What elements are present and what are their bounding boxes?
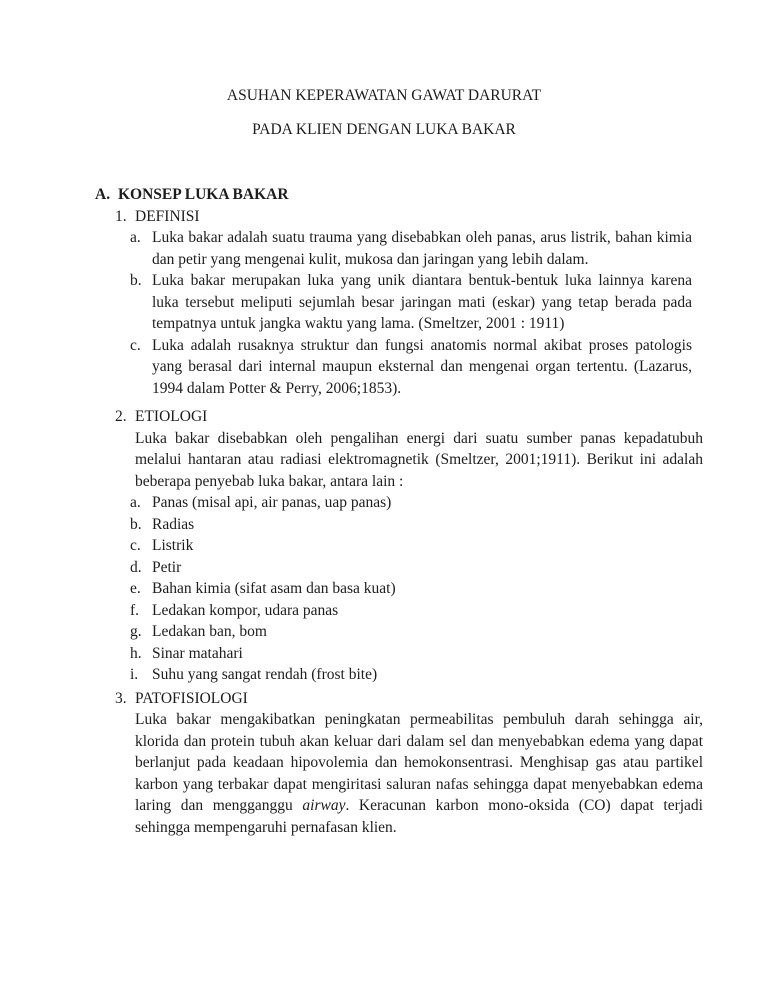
- item-text: Listrik: [152, 537, 194, 554]
- etiology-item: [95, 578, 692, 600]
- doc-title: ASUHAN KEPERAWATAN GAWAT DARURAT: [226, 87, 542, 104]
- subsection-patofisiologi-heading-row: [95, 688, 703, 710]
- subsection-patofisiologi-heading: PATOFISIOLOGI: [135, 689, 248, 707]
- item-marker: g.: [130, 623, 142, 640]
- item-marker: e.: [130, 580, 141, 597]
- item-marker: d.: [130, 558, 142, 576]
- item-marker: h.: [130, 644, 142, 662]
- etiology-item: [95, 664, 692, 686]
- section-a-heading-row: [95, 184, 703, 206]
- item-marker: b.: [130, 515, 142, 533]
- etiology-item: [95, 492, 692, 514]
- etiology-item: [95, 557, 692, 579]
- item-marker: c.: [130, 537, 141, 554]
- item-text: Luka adalah rusaknya struktur dan fungsi anatomis normal akibat proses patologis yang berasal dari internal maupun eksternal dan mengenai organ tertentu. (Lazarus, 1994 dalam Potter & Perry, 2006;1853).: [152, 336, 692, 397]
- pathophysiology-paragraph: [135, 709, 703, 838]
- item-marker: b.: [130, 272, 142, 289]
- document-header: [0, 85, 768, 140]
- subsection-etiologi-heading: ETIOLOGI: [135, 408, 208, 425]
- etiology-item: [95, 514, 692, 536]
- item-text: Ledakan ban, bom: [152, 623, 267, 640]
- etiology-item: [95, 535, 692, 557]
- item-text: Sinar matahari: [152, 644, 243, 662]
- etiology-item: [95, 643, 692, 665]
- subsection-definisi-heading-row: [95, 206, 703, 228]
- etiology-item: [95, 600, 692, 622]
- paragraph-text-before: Luka bakar mengakibatkan peningkatan permeabilitas pembuluh darah sehingga air, klorida dan protein tubuh akan keluar dari dalam sel dan menyebabkan edema yang dapat berlanjut pada keadaan hipovolemia dan hemokonsentrasi. Menghisap gas atau partikel karbon yang terbakar dapat mengiritasi saluran nafas sehingga dapat menyebabkan edema laring dan mengganggu: [135, 711, 703, 814]
- subsection-etiologi: [95, 406, 703, 686]
- subsection-etiologi-heading-row: [95, 406, 703, 428]
- subsection-definisi-marker: 1.: [115, 207, 127, 225]
- section-a-heading: KONSEP LUKA BAKAR: [118, 186, 289, 203]
- definition-item: [95, 270, 692, 335]
- etiology-intro: Luka bakar disebabkan oleh pengalihan energi dari suatu sumber panas kepadatubuh melalui hantaran atau radiasi elektromagnetik (Smeltzer, 2001;1911). Berikut ini adalah beberapa penyebab luka bakar, antara lain :: [135, 429, 703, 490]
- document-body: [95, 184, 703, 838]
- item-marker: i.: [130, 666, 139, 683]
- item-text: Suhu yang sangat rendah (frost bite): [152, 666, 378, 683]
- item-marker: f.: [130, 601, 140, 619]
- italic-term: airway: [302, 797, 346, 814]
- subsection-definisi-heading: DEFINISI: [135, 207, 200, 225]
- item-marker: c.: [130, 336, 141, 354]
- paragraph-text-after: . Keracunan karbon mono-oksida (CO) dapat terjadi sehingga mempengaruhi pernafasan klien.: [135, 797, 703, 836]
- item-text: Radias: [152, 515, 195, 533]
- definition-item: [95, 335, 692, 400]
- subsection-etiologi-marker: 2.: [115, 408, 127, 425]
- item-text: Panas (misal api, air panas, uap panas): [152, 494, 392, 511]
- section-a-marker: A.: [95, 186, 111, 203]
- item-text: Luka bakar adalah suatu trauma yang disebabkan oleh panas, arus listrik, bahan kimia dan petir yang mengenai kulit, mukosa dan jaringan yang lebih dalam.: [152, 229, 692, 268]
- doc-subtitle: PADA KLIEN DENGAN LUKA BAKAR: [252, 120, 516, 138]
- subsection-definisi: [95, 206, 703, 400]
- definition-item: [95, 227, 692, 270]
- subsection-patofisiologi-marker: 3.: [115, 689, 127, 707]
- subsection-patofisiologi: [95, 688, 703, 839]
- item-marker: a.: [130, 229, 141, 246]
- item-marker: a.: [130, 494, 141, 511]
- item-text: Bahan kimia (sifat asam dan basa kuat): [152, 580, 396, 597]
- etiology-item: [95, 621, 692, 643]
- item-text: Petir: [152, 558, 182, 576]
- item-text: Luka bakar merupakan luka yang unik diantara bentuk-bentuk luka lainnya karena luka tersebut meliputi sejumlah besar jaringan mati (eskar) yang tetap berada pada tempatnya untuk jangka waktu yang lama. (Smeltzer, 2001 : 1911): [152, 272, 692, 332]
- item-text: Ledakan kompor, udara panas: [152, 601, 339, 619]
